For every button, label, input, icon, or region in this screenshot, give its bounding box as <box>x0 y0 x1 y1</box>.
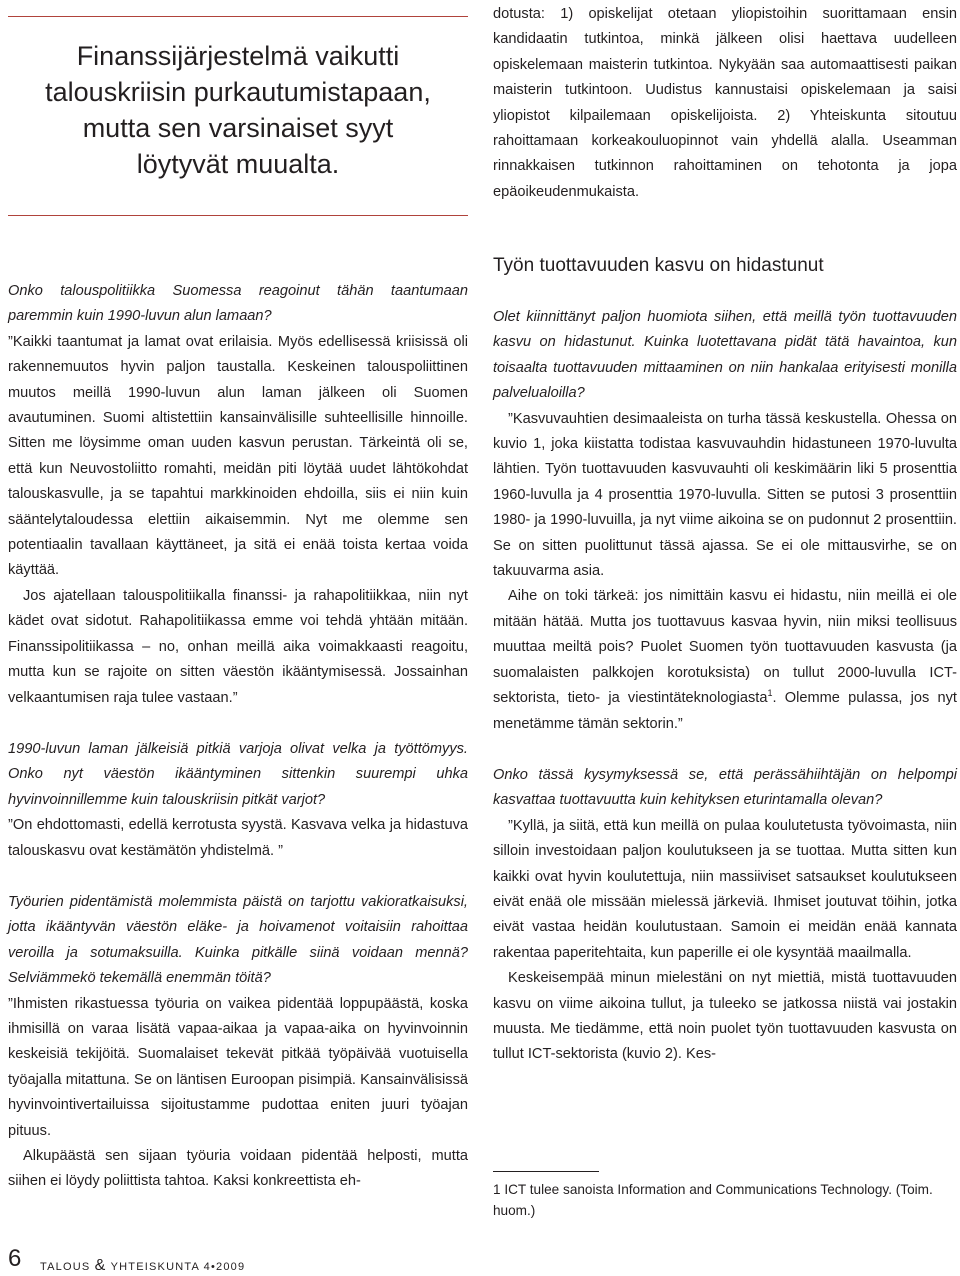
question: 1990-luvun laman jälkeisiä pitkiä varjoja olivat velka ja työttömyys. Onko nyt väestön ikääntyminen sittenkin suurempi uhka hyvinvoinnillemme kuin talouskriisin pitkät varjot? <box>8 740 468 808</box>
question: Työurien pidentämistä molemmista päistä on tarjottu vakioratkaisuksi, jotta ikääntyvän väestön eläke- ja hoivamenot voitaisiin rahoittaa veroilla ja sotumaksuilla. Kuinka pitkälle siinä voidaan mennä? Selviämmekö tekemällä enemmän töitä? <box>8 893 468 987</box>
answer-paragraph <box>493 584 957 736</box>
pull-quote-bottom-rule <box>8 215 468 216</box>
paragraph: dotusta: 1) opiskelijat otetaan yliopistoihin suorittamaan ensin kandidaatin tutkintoa, minkä jälkeen olisi haettava uudelleen opiskelemaan maisterin tutkintoa. Nykyään saa automaattisesti paikan maisterin tutkintoon. Uudistus kannustaisi opiskelemaan ja saisi yliopistot kilpailemaan opiskelijoista. 2) Yhteiskunta sitoutuu rahoittamaan korkeakouluopinnot vain yhdellä alalla. Useamman rinnakkaisen tutkinnon rahoittaminen on tehotonta ja jopa epäoikeudenmukaista. <box>493 6 957 200</box>
answer-paragraph: ”Kaikki taantumat ja lamat ovat erilaisia. Myös edellisessä kriisissä oli rakennemuutos hyvin paljon taustalla. Keskeinen talouspoliittinen muutos meillä 1990-luvun alun laman jälkeen oli Suomen avautuminen. Suomi altistettiin kansainvälisille suhteellisille hinnoille. Sitten me löysimme oman uuden kasvun perustan. Tärkeintä oli se, että kun Neuvostoliitto romahti, meidän piti löytää uudet lähtökohdat talouskasvulle, ja se tapahtui markkinoiden ehdoilla, siis ei niin kuin sääntelytaloudessa elettiin aikaisemmin. Nyt me olemme sen potentiaalin tavallaan käyttäneet, ja sitä ei enää toista kertaa voida käyttää. <box>8 333 468 579</box>
answer-paragraph: ”Kasvuvauhtien desimaaleista on turha tässä keskustella. Ohessa on kuvio 1, joka kiistatta todistaa kasvuvauhdin hidastuneen 1970-luvulta lähtien. Työn tuottavuuden kasvuvauhti oli keskimäärin liki 5 prosenttia 1960-luvulla ja 4 prosenttia 1970-luvulla. Sitten se putosi 3 prosenttiin 1980- ja 1990-luvuilla, ja nyt viime aikoina se on pudonnut 2 prosenttiin. Se on sitten puolittunut tässä ajassa. Se ei ole mittausvirhe, se on takuuvarma asia. <box>493 410 957 580</box>
answer-paragraph: ”On ehdottomasti, edellä kerrotusta syystä. Kasvava velka ja hidastuva talouskasvu ovat kestämätön yhdistelmä. ” <box>8 817 468 859</box>
section-heading: Työn tuottavuuden kasvu on hidastunut <box>493 255 824 276</box>
question: Onko talouspolitiikka Suomessa reagoinut tähän taantumaan paremmin kuin 1990-luvun alun lamaan? <box>8 283 468 325</box>
answer-paragraph: Keskeisempää minun mielestäni on nyt miettiä, mistä tuottavuuden kasvu on viime aikoina tullut, ja tuleeko se jatkossa niistä vai jostakin muusta. Me tiedämme, että noin puolet työn tuottavuuden kasvusta on tullut ICT-sektorista (kuvio 2). Kes- <box>493 970 957 1063</box>
question: Onko tässä kysymyksessä se, että perässähiihtäjän on helpompi kasvattaa tuottavuutta kuin kehityksen eturintamalla olevan? <box>493 766 957 809</box>
right-column <box>493 305 957 1068</box>
answer-paragraph: ”Kyllä, ja siitä, että kun meillä on pulaa koulutetusta työvoimasta, niin silloin investoidaan paljon koulutukseen ja se tuottaa. Mutta sitten kun kaikki ovat hyvin koulutettuja, niin massiiviset satsaukset koulutukseen eivät enää ole missään mielessä järkeviä. Ihmiset joutuvat töihin, jotka eivät vastaa heidän koulutustaan. Samoin ei meidän enää kannata rakentaa paperitehtaita, kun paperille ei ole kysyntää maailmalla. <box>493 817 957 961</box>
pull-quote-text: Finanssijärjestelmä vaikutti talouskriisin purkautumistapaan, mutta sen varsinaiset syyt löytyvät muualta. <box>45 41 431 179</box>
footnote-divider <box>493 1171 599 1172</box>
journal-title-part: YHTEISKUNTA 4•2009 <box>110 1261 246 1273</box>
question: Olet kiinnittänyt paljon huomiota siihen, että meillä työn tuottavuuden kasvu on hidastunut. Kuinka luotettavana pidät tätä havaintoa, kun toisaalta tuottavuuden mittaaminen on niin hankalaa erityisesti monilla palvelualoilla? <box>493 309 957 402</box>
right-top-column <box>493 2 957 205</box>
journal-title-part: TALOUS <box>40 1261 91 1273</box>
footnote: 1 ICT tulee sanoista Information and Communications Technology. (Toim. huom.) <box>493 1182 933 1218</box>
answer-paragraph: Alkupäästä sen sijaan työuria voidaan pidentää helposti, mutta siihen ei löydy poliittista tahtoa. Kaksi konkreettista eh- <box>8 1148 468 1190</box>
answer-text: Aihe on toki tärkeä: jos nimittäin kasvu ei hidastu, niin meillä ei ole mitään hätää. Mutta jos tuottavuus kasvaa hyvin, niin miksi teollisuus muuttaa meiltä pois? Puolet Suomen työn tuottavuuden kasvusta (ja suomalaisten palkkojen korotuksista) on tullut 2000-luvulla ICT-sektorista, tieto- ja viestintäteknologiasta <box>493 588 957 707</box>
left-column <box>8 279 468 1195</box>
journal-ampersand: & <box>94 1257 107 1274</box>
pull-quote-top-rule <box>8 16 468 17</box>
footnote-ref: 1 <box>767 688 773 699</box>
pull-quote <box>8 16 468 216</box>
page-number: 6 <box>8 1245 22 1272</box>
journal-title <box>40 1257 245 1275</box>
answer-paragraph: Jos ajatellaan talouspolitiikalla finanssi- ja rahapolitiikkaa, niin nyt kädet ovat sidotut. Rahapolitiikassa emme voi tehdä yhtään mitään. Finanssipolitiikassa – no, onhan meillä aika voimakkaasti reagoitu, mutta kun se rajoite on sitten väestön ikääntymisessä. Jossainhan velkaantumisen raja tulee vastaan.” <box>8 587 468 706</box>
answer-text: . Olemme pulassa, jos nyt menetämme tämän sektorin.” <box>493 690 957 732</box>
answer-paragraph: ”Ihmisten rikastuessa työuria on vaikea pidentää loppupäästä, koska ihmisillä on varaa lisätä vapaa-aikaa ja vapaa-aika on hyvinvoinnin keskeisiä tekijöitä. Suomalaiset tekevät pitkää työpäivää vuotuisella työajalla mitattuna. Se on läntisen Euroopan pisimpiä. Kansainvälisissä hyvinvointivertailuissa sijoitustamme pudottaa eniten juuri työajan pituus. <box>8 995 468 1139</box>
